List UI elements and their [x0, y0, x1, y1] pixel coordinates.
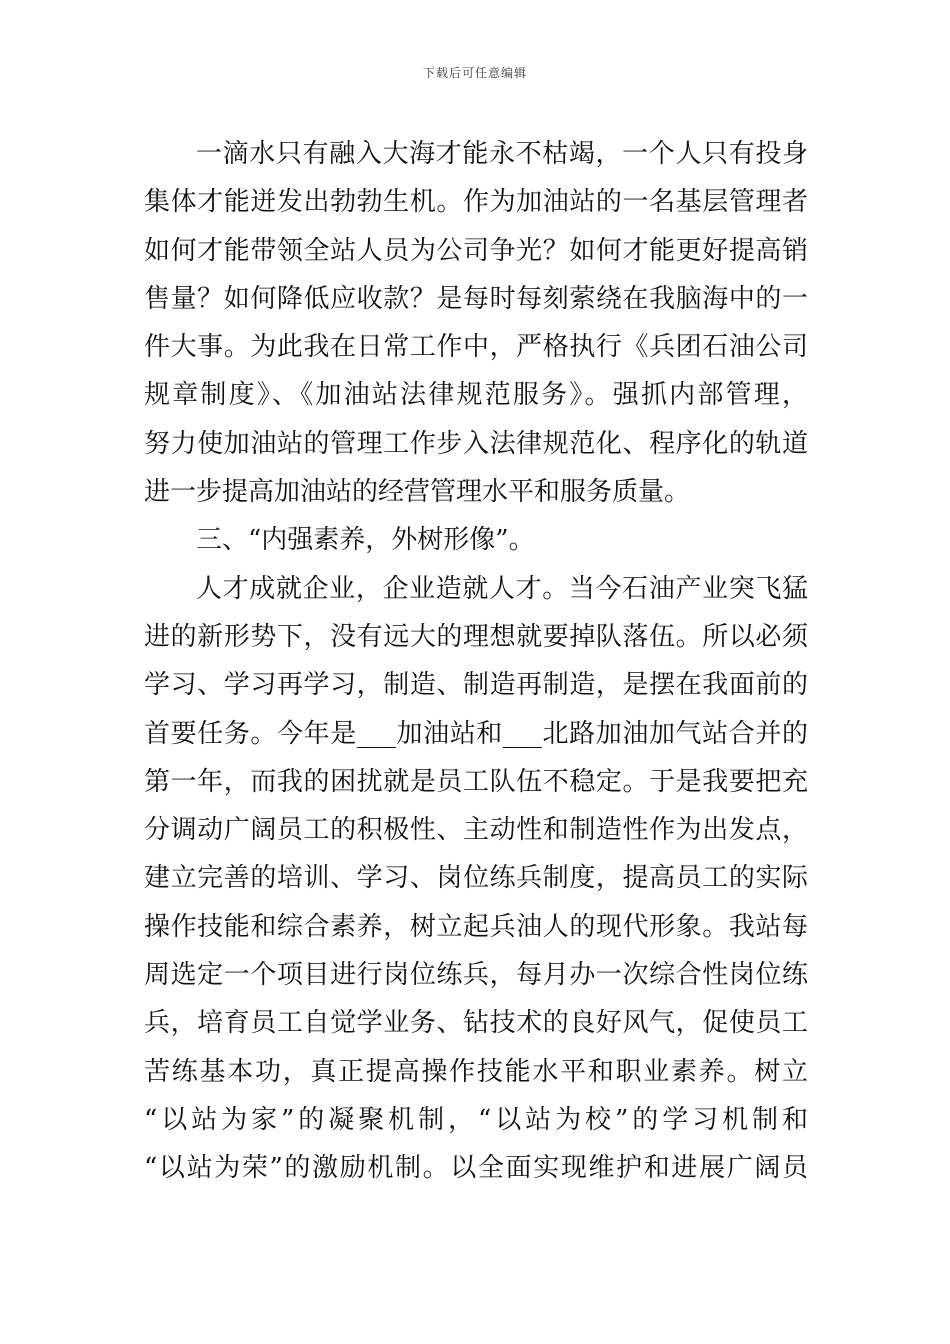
paragraph-line: 规章制度》、《加油站法律规范服务》。强抓内部管理， [144, 380, 808, 411]
paragraph-line: 人才成就企业，企业造就人才。当今石油产业突飞猛 [196, 573, 808, 604]
paragraph-line: 第一年，而我的困扰就是员工队伍不稳定。于是我要把充 [144, 766, 808, 797]
paragraph-line: 集体才能迸发出勃勃生机。作为加油站的一名基层管理者 [144, 187, 808, 218]
paragraph-line: 售量？如何降低应收款？是每时每刻萦绕在我脑海中的一 [144, 283, 808, 314]
paragraph-line: “以站为荣”的激励机制。以全面实现维护和进展广阔员 [144, 1153, 808, 1184]
paragraph-line: 操作技能和综合素养，树立起兵油人的现代形象。我站每 [144, 911, 808, 942]
paragraph-line: 学习、学习再学习，制造、制造再制造，是摆在我面前的 [144, 670, 808, 701]
paragraph-line: 一滴水只有融入大海才能永不枯竭，一个人只有投身 [196, 139, 808, 169]
paragraph-line: 建立完善的培训、学习、岗位练兵制度，提高员工的实际 [144, 863, 808, 894]
paragraph-line: 努力使加油站的管理工作步入法律规范化、程序化的轨道 [144, 428, 808, 459]
paragraph-line: 分调动广阔员工的积极性、主动性和制造性作为出发点， [144, 815, 808, 846]
paragraph-line: 进的新形势下，没有远大的理想就要掉队落伍。所以必须 [144, 621, 808, 652]
paragraph-line: 首要任务。今年是___加油站和___北路加油加气站合并的 [144, 718, 808, 749]
page-header: 下载后可任意编辑 [422, 66, 527, 80]
document-body [144, 130, 808, 1193]
paragraph-line: 周选定一个项目进行岗位练兵，每月办一次综合性岗位练 [144, 960, 808, 991]
section-heading: 三、“内强素养，外树形像”。 [196, 525, 535, 556]
paragraph-line: 如何才能带领全站人员为公司争光？如何才能更好提高销 [144, 235, 808, 266]
paragraph-line: 进一步提高加油站的经营管理水平和服务质量。 [144, 477, 691, 508]
paragraph-line: “以站为家”的凝聚机制，“以站为校”的学习机制和 [144, 1104, 808, 1135]
paragraph-line: 兵，培育员工自觉学业务、钻技术的良好风气，促使员工 [144, 1008, 808, 1039]
paragraph-line: 件大事。为此我在日常工作中，严格执行《兵团石油公司 [144, 332, 808, 363]
paragraph-line: 苦练基本功，真正提高操作技能水平和职业素养。树立 [144, 1056, 808, 1087]
